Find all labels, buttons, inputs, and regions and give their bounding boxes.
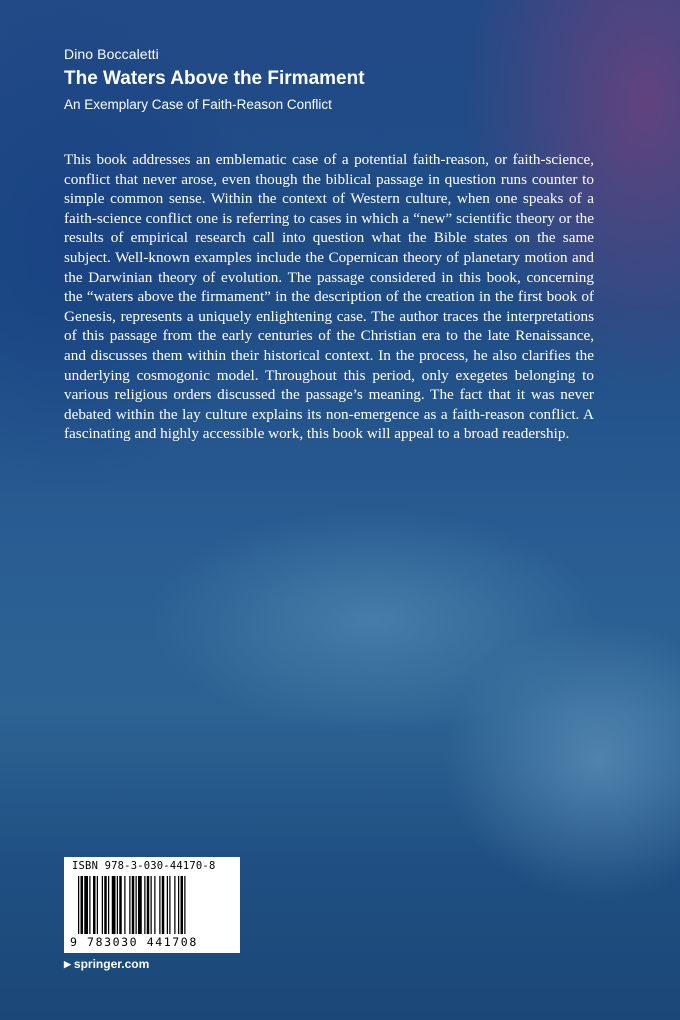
barcode-bar bbox=[124, 876, 125, 934]
author-name: Dino Boccaletti bbox=[64, 46, 159, 62]
barcode-bar bbox=[154, 876, 155, 934]
barcode-bar bbox=[181, 876, 184, 934]
barcode-bar bbox=[129, 876, 130, 934]
arrow-right-icon: ▶ bbox=[64, 958, 71, 969]
barcode-bar bbox=[174, 876, 175, 934]
publisher-url: springer.com bbox=[73, 957, 150, 971]
isbn-label: ISBN 978-3-030-44170-8 bbox=[72, 860, 216, 872]
barcode-bar bbox=[112, 876, 116, 934]
barcode-bar bbox=[104, 876, 107, 934]
book-title: The Waters Above the Firmament bbox=[64, 68, 365, 89]
barcode-bar bbox=[117, 876, 118, 934]
barcode-bar bbox=[97, 876, 98, 934]
barcode-bar bbox=[93, 876, 96, 934]
barcode-bar bbox=[81, 876, 84, 934]
publisher-link[interactable] bbox=[64, 957, 149, 971]
barcode-bar bbox=[184, 876, 185, 934]
barcode-bar bbox=[132, 876, 135, 934]
barcode-bar bbox=[159, 876, 160, 934]
barcode-bar bbox=[167, 876, 168, 934]
book-subtitle: An Exemplary Case of Faith-Reason Conflict bbox=[64, 97, 332, 112]
blurb-text: This book addresses an emblematic case of a potential faith-reason, or faith-science, conflict that never arose, even though the biblical passage in question runs counter to simple common sense. Within the context of Western culture, when one speaks of a faith-science conflict one is referring to cases in which a “new” scientific theory or the results of empirical research call into question what the Bible states on the same subject. Well-known examples include the Copernican theory of planetary motion and the Darwinian theory of evolution. The passage considered in this book, concerning the “waters above the firmament” in the description of the creation in the first book of Genesis, represents a uniquely enlightening case. The author traces the interpretations of this passage from the early centuries of the Christian era to the late Renaissance, and discusses them within their historical context. In the process, he also clarifies the underlying cosmogonic model. Throughout this period, only exegetes belonging to various religious orders discussed the passage’s meaning. The fact that it was never debated within the lay culture explains its non-emergence as a faith-reason conflict. A fascinating and highly accessible work, this book will appeal to a broad readership. bbox=[64, 151, 594, 443]
barcode-bar bbox=[138, 876, 142, 934]
barcode-bar bbox=[108, 876, 109, 934]
barcode-bar bbox=[144, 876, 145, 934]
barcode-bar bbox=[78, 876, 79, 934]
barcode-bar bbox=[162, 876, 165, 934]
barcode-box bbox=[64, 857, 240, 953]
barcode-bar bbox=[84, 876, 88, 934]
barcode-bar bbox=[102, 876, 103, 934]
barcode-bar bbox=[119, 876, 122, 934]
barcode-digits: 9 783030 441708 bbox=[70, 935, 198, 949]
barcode-bar bbox=[169, 876, 170, 934]
barcode-bar bbox=[147, 876, 150, 934]
barcode-bar bbox=[151, 876, 152, 934]
barcode-bars bbox=[78, 876, 228, 934]
barcode-bar bbox=[136, 876, 137, 934]
barcode-bar bbox=[89, 876, 90, 934]
barcode-bar bbox=[178, 876, 179, 934]
